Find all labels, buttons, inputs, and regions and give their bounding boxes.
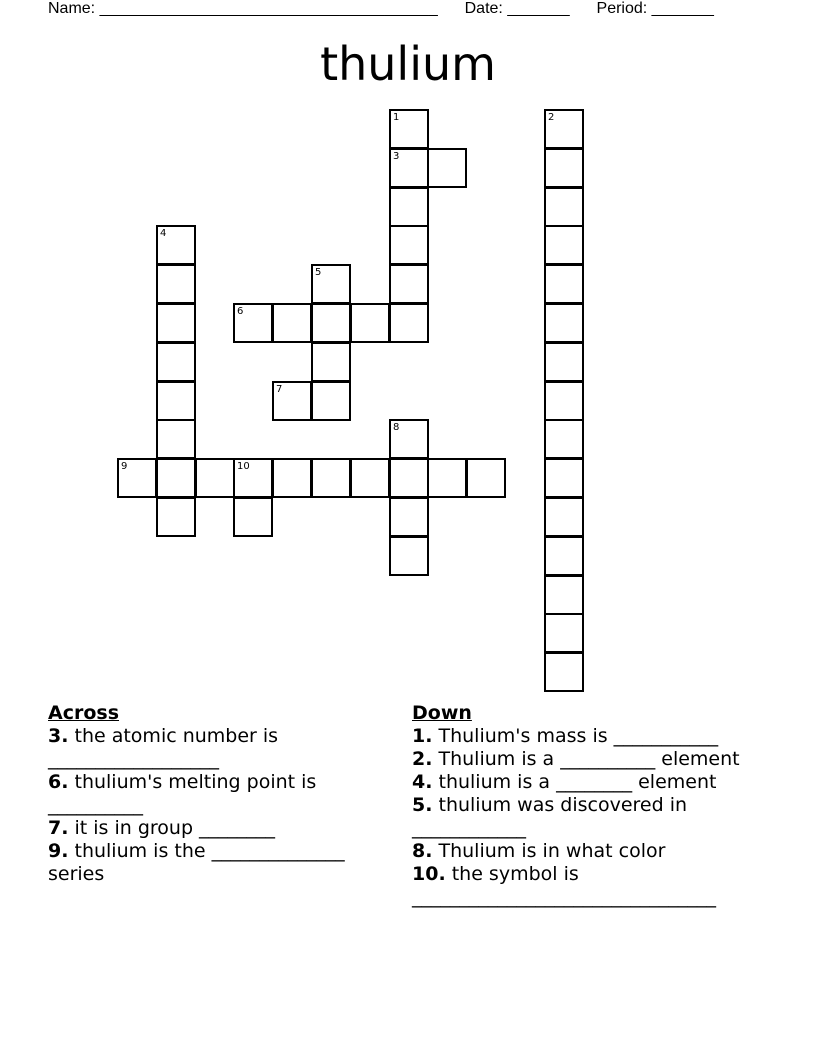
grid-cell[interactable] — [195, 458, 235, 498]
down-clues — [412, 701, 777, 909]
across-clue — [48, 840, 383, 886]
grid-cell[interactable] — [544, 303, 584, 343]
grid-cell[interactable] — [544, 342, 584, 382]
grid-cell[interactable] — [156, 458, 196, 498]
clue-number: 1 — [393, 112, 400, 123]
clue-number: 9 — [121, 461, 128, 472]
grid-cell[interactable] — [389, 187, 429, 227]
grid-cell[interactable] — [156, 225, 196, 265]
grid-cell[interactable] — [389, 264, 429, 304]
clue-text: the atomic number is __________________ — [48, 725, 279, 770]
clue-number-label: 3. — [48, 725, 69, 747]
grid-cell[interactable] — [156, 303, 196, 343]
grid-cell[interactable] — [156, 419, 196, 459]
across-heading: Across — [48, 702, 120, 724]
grid-cell[interactable] — [466, 458, 506, 498]
clue-number-label: 5. — [412, 794, 433, 816]
clue-number: 10 — [237, 461, 250, 472]
grid-cell[interactable] — [272, 381, 312, 421]
grid-cell[interactable] — [233, 497, 273, 537]
grid-cell[interactable] — [233, 458, 273, 498]
clue-number: 4 — [160, 228, 167, 239]
clue-text: it is in group ________ — [68, 817, 276, 839]
grid-cell[interactable] — [544, 187, 584, 227]
down-clue — [412, 771, 777, 794]
grid-cell[interactable] — [544, 497, 584, 537]
down-clue-list — [412, 725, 777, 909]
period-field[interactable]: Period: _______ — [596, 0, 714, 17]
across-clue — [48, 817, 383, 840]
grid-cell[interactable] — [156, 264, 196, 304]
clue-number-label: 1. — [412, 725, 433, 747]
clue-text: Thulium is a __________ element — [432, 748, 740, 770]
clue-number-label: 2. — [412, 748, 433, 770]
clue-text: Thulium is in what color — [432, 840, 666, 862]
grid-cell[interactable] — [156, 497, 196, 537]
clue-text: thulium is a ________ element — [432, 771, 717, 793]
grid-cell[interactable] — [544, 613, 584, 653]
grid-cell[interactable] — [350, 458, 390, 498]
down-clue — [412, 794, 777, 840]
down-heading: Down — [412, 702, 472, 724]
grid-cell[interactable] — [544, 419, 584, 459]
clue-text: thulium is the ______________ series — [48, 840, 345, 885]
grid-cell[interactable] — [389, 148, 429, 188]
grid-cell[interactable] — [156, 381, 196, 421]
grid-cell[interactable] — [544, 381, 584, 421]
grid-cell[interactable] — [544, 458, 584, 498]
down-clue — [412, 725, 777, 748]
grid-cell[interactable] — [389, 419, 429, 459]
grid-cell[interactable] — [272, 458, 312, 498]
clue-number: 6 — [237, 306, 244, 317]
grid-cell[interactable] — [117, 458, 157, 498]
clue-number-label: 7. — [48, 817, 69, 839]
name-field[interactable]: Name: ______________________________________ — [48, 0, 438, 17]
puzzle-title: thulium — [320, 37, 496, 91]
grid-cell[interactable] — [427, 148, 467, 188]
grid-cell[interactable] — [544, 652, 584, 692]
clue-number-label: 10. — [412, 863, 446, 885]
clue-text: Thulium's mass is ___________ — [432, 725, 719, 747]
down-clue — [412, 863, 777, 909]
grid-cell[interactable] — [389, 497, 429, 537]
grid-cell[interactable] — [544, 148, 584, 188]
clue-number: 2 — [548, 112, 555, 123]
clue-number-label: 4. — [412, 771, 433, 793]
clue-text: the symbol is ________________________________ — [412, 863, 716, 908]
grid-cell[interactable] — [389, 458, 429, 498]
grid-cell[interactable] — [427, 458, 467, 498]
clue-text: thulium was discovered in ____________ — [412, 794, 688, 839]
grid-cell[interactable] — [389, 303, 429, 343]
grid-cell[interactable] — [311, 342, 351, 382]
grid-cell[interactable] — [233, 303, 273, 343]
grid-cell[interactable] — [311, 381, 351, 421]
clue-number-label: 8. — [412, 840, 433, 862]
grid-cell[interactable] — [544, 536, 584, 576]
grid-cell[interactable] — [350, 303, 390, 343]
clue-number: 5 — [315, 267, 322, 278]
clue-number: 7 — [276, 384, 283, 395]
down-clue — [412, 840, 777, 863]
grid-cell[interactable] — [311, 303, 351, 343]
grid-cell[interactable] — [156, 342, 196, 382]
clue-number: 3 — [393, 151, 400, 162]
grid-cell[interactable] — [544, 575, 584, 615]
grid-cell[interactable] — [389, 109, 429, 149]
date-field[interactable]: Date: _______ — [464, 0, 570, 17]
clue-number: 8 — [393, 422, 400, 433]
down-clue — [412, 748, 777, 771]
grid-cell[interactable] — [272, 303, 312, 343]
across-clue — [48, 771, 383, 817]
grid-cell[interactable] — [544, 264, 584, 304]
clue-number-label: 9. — [48, 840, 69, 862]
grid-cell[interactable] — [544, 109, 584, 149]
across-clue-list — [48, 725, 383, 886]
grid-cell[interactable] — [544, 225, 584, 265]
across-clue — [48, 725, 383, 771]
clue-number-label: 6. — [48, 771, 69, 793]
grid-cell[interactable] — [311, 458, 351, 498]
across-clues — [48, 701, 383, 886]
grid-cell[interactable] — [389, 536, 429, 576]
clue-text: thulium's melting point is __________ — [48, 771, 317, 816]
grid-cell[interactable] — [389, 225, 429, 265]
grid-cell[interactable] — [311, 264, 351, 304]
